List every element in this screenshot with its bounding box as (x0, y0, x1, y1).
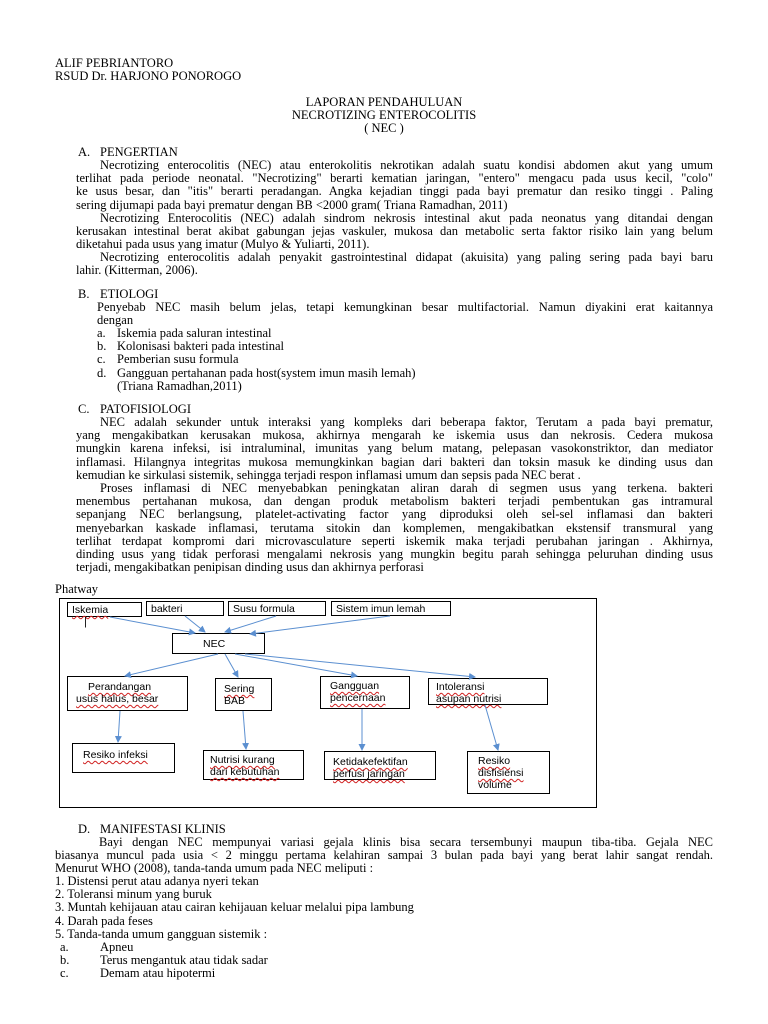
outcome-box: Resiko infeksi (72, 743, 175, 773)
paragraph-line: Proses inflamasi di NEC menyebabkan peningkatan aliran darah di segmen usus yang terkena. bakteri (100, 481, 713, 495)
outcome-box: Nutrisi kurang dari kebutuhan (203, 750, 304, 780)
outcome-box: Ketidakefektifan perfusi jaringan (324, 751, 436, 780)
paragraph-line: dengan (97, 313, 134, 328)
section-title: PENGERTIAN (100, 145, 178, 159)
outcome-box: Resiko disfisiensi volume (467, 751, 550, 794)
list-item: c. Pemberian susu formula (97, 352, 239, 367)
doc-title-line2: NECROTIZING ENTEROCOLITIS (291, 108, 477, 122)
paragraph-line: NEC adalah sekunder untuk interaksi yang kompleks dari beberapa faktor, Terutam a pada bayi prematur, (100, 415, 713, 429)
paragraph-line: Bayi dengan NEC mempunyai variasi gejala klinis bisa secara tersembunyi maupun tiba-tiba. Gejala NEC (99, 835, 713, 849)
list-item: d. Gangguan pertahanan pada host(system imun masih lemah) (97, 365, 416, 380)
section-letter: B. (78, 287, 90, 301)
section-b-intro (97, 301, 713, 327)
paragraph-line: Menurut WHO (2008), tanda-tanda umum pada NEC meliputi : (55, 861, 374, 876)
paragraph-line: Necrotizing enterocolitis (NEC) atau enterokolitis nekrotikan adalah suatu kondisi abdomen akut yang umum (100, 158, 713, 172)
paragraph-line: biasanya muncul pada usia < 2 minggu pertama kelahiran sampai 3 bulan pada bayi yang berat lahir sangat rendah. (55, 848, 713, 863)
section-d-paragraph (55, 836, 713, 876)
paragraph-line: kerusakan intestinal berat akibat gabungan jejas vaskuler, mukosa dan metabolic serta faktor risiko lain yang belum (76, 224, 713, 239)
paragraph-line: menembus pertahanan mukosa, dan dengan produk metabolism bakteri terjadi pembentukan gas intramural (76, 494, 713, 509)
doc-title-line3: ( NEC ) (364, 121, 404, 135)
paragraph-line: lahir. (Kitterman, 2006). (76, 263, 198, 278)
section-c-paragraph-2 (76, 482, 713, 574)
paragraph-line: mungkin karena infeksi, isi intraluminal, imunitas yang belum matang, pelepasan vasokonstriktor, dan mediator (76, 441, 713, 456)
effect-box: Perandangan usus halus, besar (67, 676, 188, 711)
cause-box: bakteri (146, 601, 224, 616)
section-title: MANIFESTASI KLINIS (100, 822, 226, 836)
section-letter: A. (78, 145, 91, 159)
list-item: 4. Darah pada feses (55, 913, 153, 928)
effect-box: Gangguan pencernaan (320, 676, 410, 709)
doc-title-line1: LAPORAN PENDAHULUAN (305, 95, 463, 109)
section-a-paragraph-1 (76, 159, 713, 212)
cause-box: Iskemia (67, 602, 142, 617)
paragraph-line: dinding usus yang tidak perforasi mengalami nekrosis yang mungkin begitu parah sehingga peluruhan dinding usus (76, 547, 713, 562)
paragraph-line: yang mengakibatkan kerusakan mukosa, akhirnya mengarah ke iskemia usus dan nekrosis. Cedera mukosa (76, 428, 713, 443)
citation: (Triana Ramadhan,2011) (117, 378, 242, 393)
list-item: 3. Muntah kehijauan atau cairan kehijauan keluar melalui pipa lambung (55, 900, 414, 915)
symptoms-list (55, 875, 414, 941)
paragraph-line: terjadi, mengakibatkan penipisan dinding usus dan akhirnya perforasi (76, 560, 424, 575)
list-item: b. Kolonisasi bakteri pada intestinal (97, 339, 284, 354)
list-item: 2. Toleransi minum yang buruk (55, 887, 212, 902)
systemic-signs-list (60, 941, 268, 981)
list-item: b. Terus mengantuk atau tidak sadar (60, 953, 268, 968)
author-name: ALIF PEBRIANTORO (55, 56, 174, 70)
nec-center-box: NEC (172, 633, 265, 654)
section-letter: D. (78, 822, 91, 836)
paragraph-line: ke usus besar, dan "itis" berarti peradangan. Angka kejadian tinggi pada bayi prematur dan resiko tinggi . Paling (76, 184, 713, 199)
paragraph-line: menyebarkan kaskade inflamasi, terutama sitokin dan komplemen, mengakibatkan ekstensif transmural yang (76, 520, 713, 535)
paragraph-line: Necrotizing Enterocolitis (NEC) adalah sindrom nekrosis intestinal akut pada neonatus yang ditandai dengan (100, 211, 713, 225)
effect-box: Intoleransi asupan nutrisi (428, 678, 548, 705)
effect-box: Sering BAB (215, 678, 272, 711)
etiology-list (97, 327, 416, 393)
list-item: a. Apneu (60, 940, 134, 954)
paragraph-line: inflamasi. Hilangnya integritas mukosa memungkinkan bagian dari bakteri dan toksin masuk ke dinding usus dan (76, 454, 713, 469)
cause-box: Sistem imun lemah (331, 601, 451, 616)
paragraph-line: Necrotizing enterocolitis adalah penyakit gastrointestinal didapat (akuisita) yang paling sering pada bayi baru (100, 250, 713, 264)
text-cursor: | (84, 616, 87, 628)
list-item: a. Iskemia pada saluran intestinal (97, 326, 272, 340)
paragraph-line: sering dijumapi pada bayi prematur dengan BB <2000 gram( Triana Ramadhan, 2011) (76, 197, 508, 212)
section-c-paragraph-1 (76, 416, 713, 482)
paragraph-line: Penyebab NEC masih belum jelas, tetapi kemungkinan besar multifactorial. Namun diyakini erat kaitannya (97, 300, 713, 314)
institution-name: RSUD Dr. HARJONO PONOROGO (55, 69, 242, 83)
paragraph-line: terlihat pada periode neonatal. "Necrotizing" berarti kematian jaringan, "entero" mengacu pada usus kecil, "colo" (76, 171, 713, 186)
list-item: 5. Tanda-tanda umum gangguan sistemik : (55, 926, 268, 941)
section-a-paragraph-2 (76, 212, 713, 252)
section-title: PATOFISIOLOGI (100, 402, 191, 416)
paragraph-line: kemudian ke sirkulasi sistemik, sehingga terjadi respon inflamasi umum dan sepsis pada NEC berat . (76, 467, 581, 482)
list-item: 1. Distensi perut atau adanya nyeri tekan (55, 874, 259, 888)
section-title: ETIOLOGI (100, 287, 159, 301)
phatway-label: Phatway (55, 582, 99, 596)
paragraph-line: sepanjang NEC berlangsung, platelet-activating factor yang diproduksi oleh sel-sel inflamasi dan bakteri (76, 507, 713, 522)
cause-box: Susu formula (228, 601, 326, 616)
paragraph-line: terlihat terdapat kompromi dari microvasculature seperti iskemik maka terjadi perubahan jaringan . Akhirnya, (76, 533, 713, 548)
section-letter: C. (78, 402, 90, 416)
list-item: c. Demam atau hipotermi (60, 966, 216, 981)
section-a-paragraph-3 (76, 251, 713, 277)
paragraph-line: diketahui pada usus yang imatur (Mulyo & Yuliarti, 2011). (76, 237, 370, 252)
